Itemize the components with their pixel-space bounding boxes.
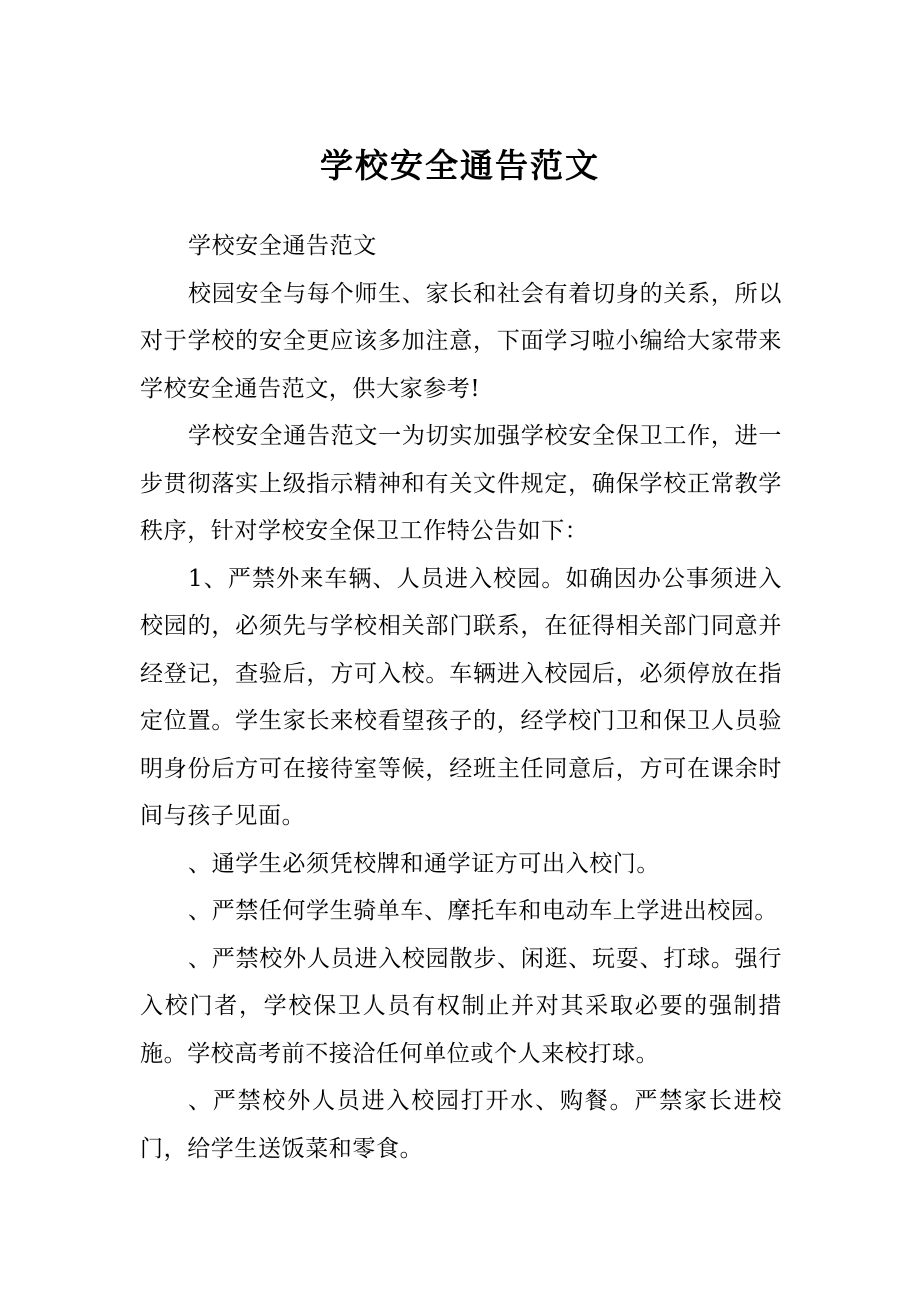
paragraph-rule-3: 、严禁任何学生骑单车、摩托车和电动车上学进出校园。 — [188, 898, 778, 924]
paragraph-intro: 校园安全与每个师生、家长和社会有着切身的关系，所以对于学校的安全更应该多加注意，下面学习啦小编给大家带来学校安全通告范文，供大家参考! — [140, 280, 782, 402]
document-body — [140, 223, 782, 1173]
paragraph-rule-2: 、通学生必须凭校牌和通学证方可出入校门。 — [188, 850, 660, 877]
paragraph-notice-opening: 学校安全通告范文一为切实加强学校安全保卫工作，进一步贯彻落实上级指示精神和有关文件规定，确保学校正常教学秩序，针对学校安全保卫工作特公告如下： — [140, 423, 782, 544]
paragraph-rule-5: 、严禁校外人员进入校园打开水、购餐。严禁家长进校门，给学生送饭菜和零食。 — [140, 1088, 782, 1162]
paragraph-subtitle: 学校安全通告范文 — [188, 233, 377, 259]
paragraph-rule-1: 1、严禁外来车辆、人员进入校园。如确因办公事须进入校园的，必须先与学校相关部门联系，在征得相关部门同意并经登记，查验后，方可入校。车辆进入校园后，必须停放在指定位置。学生家长来校看望孩子的，经学校门卫和保卫人员验明身份后方可在接待室等候，经班主任同意后，方可在课余时间与孩子见面。 — [140, 565, 782, 829]
document-title: 学校安全通告范文 — [320, 146, 600, 185]
paragraph-rule-4: 、严禁校外人员进入校园散步、闲逛、玩耍、打球。强行入校门者，学校保卫人员有权制止并对其采取必要的强制措施。学校高考前不接洽任何单位或个人来校打球。 — [140, 945, 782, 1067]
